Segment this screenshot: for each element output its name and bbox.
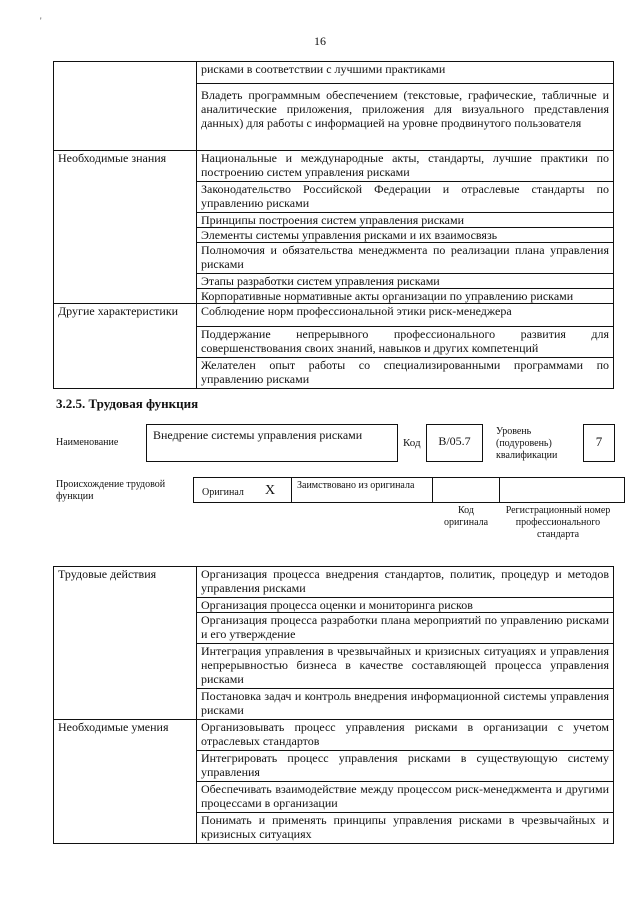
table-cell: Корпоративные нормативные акты организации по управлению рисками: [197, 289, 614, 304]
section-title: 3.2.5. Трудовая функция: [56, 396, 199, 411]
borrowed-label: Заимствовано из оригинала: [297, 480, 415, 491]
origin-label: Происхождение трудовой функции: [56, 479, 166, 502]
table-cell: Понимать и применять принципы управления рисками в чрезвычайных и кризисных ситуациях: [197, 813, 614, 844]
page-number: 16: [314, 34, 326, 48]
table-cell: Законодательство Российской Федерации и отраслевые стандарты по управлению рисками: [197, 182, 614, 213]
table-cell: рисками в соответствии с лучшими практиками: [197, 62, 614, 84]
corner-mark: ': [40, 16, 42, 26]
level-field: 7: [583, 424, 615, 462]
table-cell: Полномочия и обязательства менеджмента по реализации плана управления рисками: [197, 243, 614, 274]
reg-number-label: Регистрационный номер профессионального стандарта: [505, 505, 611, 540]
code-field: B/05.7: [426, 424, 483, 462]
table-cell: Принципы построения систем управления рисками: [197, 213, 614, 228]
origin-row: [193, 477, 625, 503]
table-cell: Этапы разработки систем управления рисками: [197, 274, 614, 289]
name-label: Наименование: [56, 437, 119, 448]
table-row: [54, 720, 614, 751]
divider: [291, 478, 292, 502]
table-row: [54, 62, 614, 84]
table-row: [54, 151, 614, 182]
origin-code-label: Код оригинала: [443, 505, 489, 528]
row-label: Необходимые знания: [54, 151, 197, 304]
original-mark: X: [265, 483, 276, 498]
original-label: Оригинал: [202, 487, 244, 498]
table-row: [54, 304, 614, 327]
level-label: Уровень (подуровень) квалификации: [496, 426, 558, 461]
table-cell: Интегрировать процесс управления рисками в существующую систему управления: [197, 751, 614, 782]
table-cell: Обеспечивать взаимодействие между процессом риск-менеджмента и другими процессами в организации: [197, 782, 614, 813]
row-label: Другие характеристики: [54, 304, 197, 389]
code-label: Код: [403, 437, 421, 449]
table-cell: Национальные и международные акты, стандарты, лучшие практики по построению систем управления рисками: [197, 151, 614, 182]
competency-table-bottom: [53, 566, 614, 844]
divider: [432, 478, 433, 502]
table-cell: Владеть программным обеспечением (текстовые, графические, табличные и аналитические приложения, приложения для визуального представления данных) для работы с информацией на уровне продвинутого пользователя: [197, 84, 614, 151]
table-cell: Интеграция управления в чрезвычайных и кризисных ситуациях и управления непрерывностью бизнеса в качестве составляющей процесса управления рисками: [197, 644, 614, 689]
table-cell: Организация процесса оценки и мониторинга рисков: [197, 598, 614, 613]
row-label: [54, 62, 197, 151]
row-label: Необходимые умения: [54, 720, 197, 844]
divider: [499, 478, 500, 502]
competency-table-top: [53, 61, 614, 389]
table-cell: Желателен опыт работы со специализированными программами по управлению рисками: [197, 358, 614, 389]
function-name-field: Внедрение системы управления рисками: [146, 424, 398, 462]
table-cell: Элементы системы управления рисками и их взаимосвязь: [197, 228, 614, 243]
table-cell: Организовывать процесс управления рисками в организации с учетом отраслевых стандартов: [197, 720, 614, 751]
row-label: Трудовые действия: [54, 567, 197, 720]
table-cell: Организация процесса разработки плана мероприятий по управлению рисками и его утверждение: [197, 613, 614, 644]
table-cell: Соблюдение норм профессиональной этики риск-менеджера: [197, 304, 614, 327]
table-cell: Поддержание непрерывного профессионального развития для совершенствования своих знаний, навыков и других компетенций: [197, 327, 614, 358]
table-cell: Организация процесса внедрения стандартов, политик, процедур и методов управления рисками: [197, 567, 614, 598]
table-row: [54, 567, 614, 598]
table-cell: Постановка задач и контроль внедрения информационной системы управления рисками: [197, 689, 614, 720]
